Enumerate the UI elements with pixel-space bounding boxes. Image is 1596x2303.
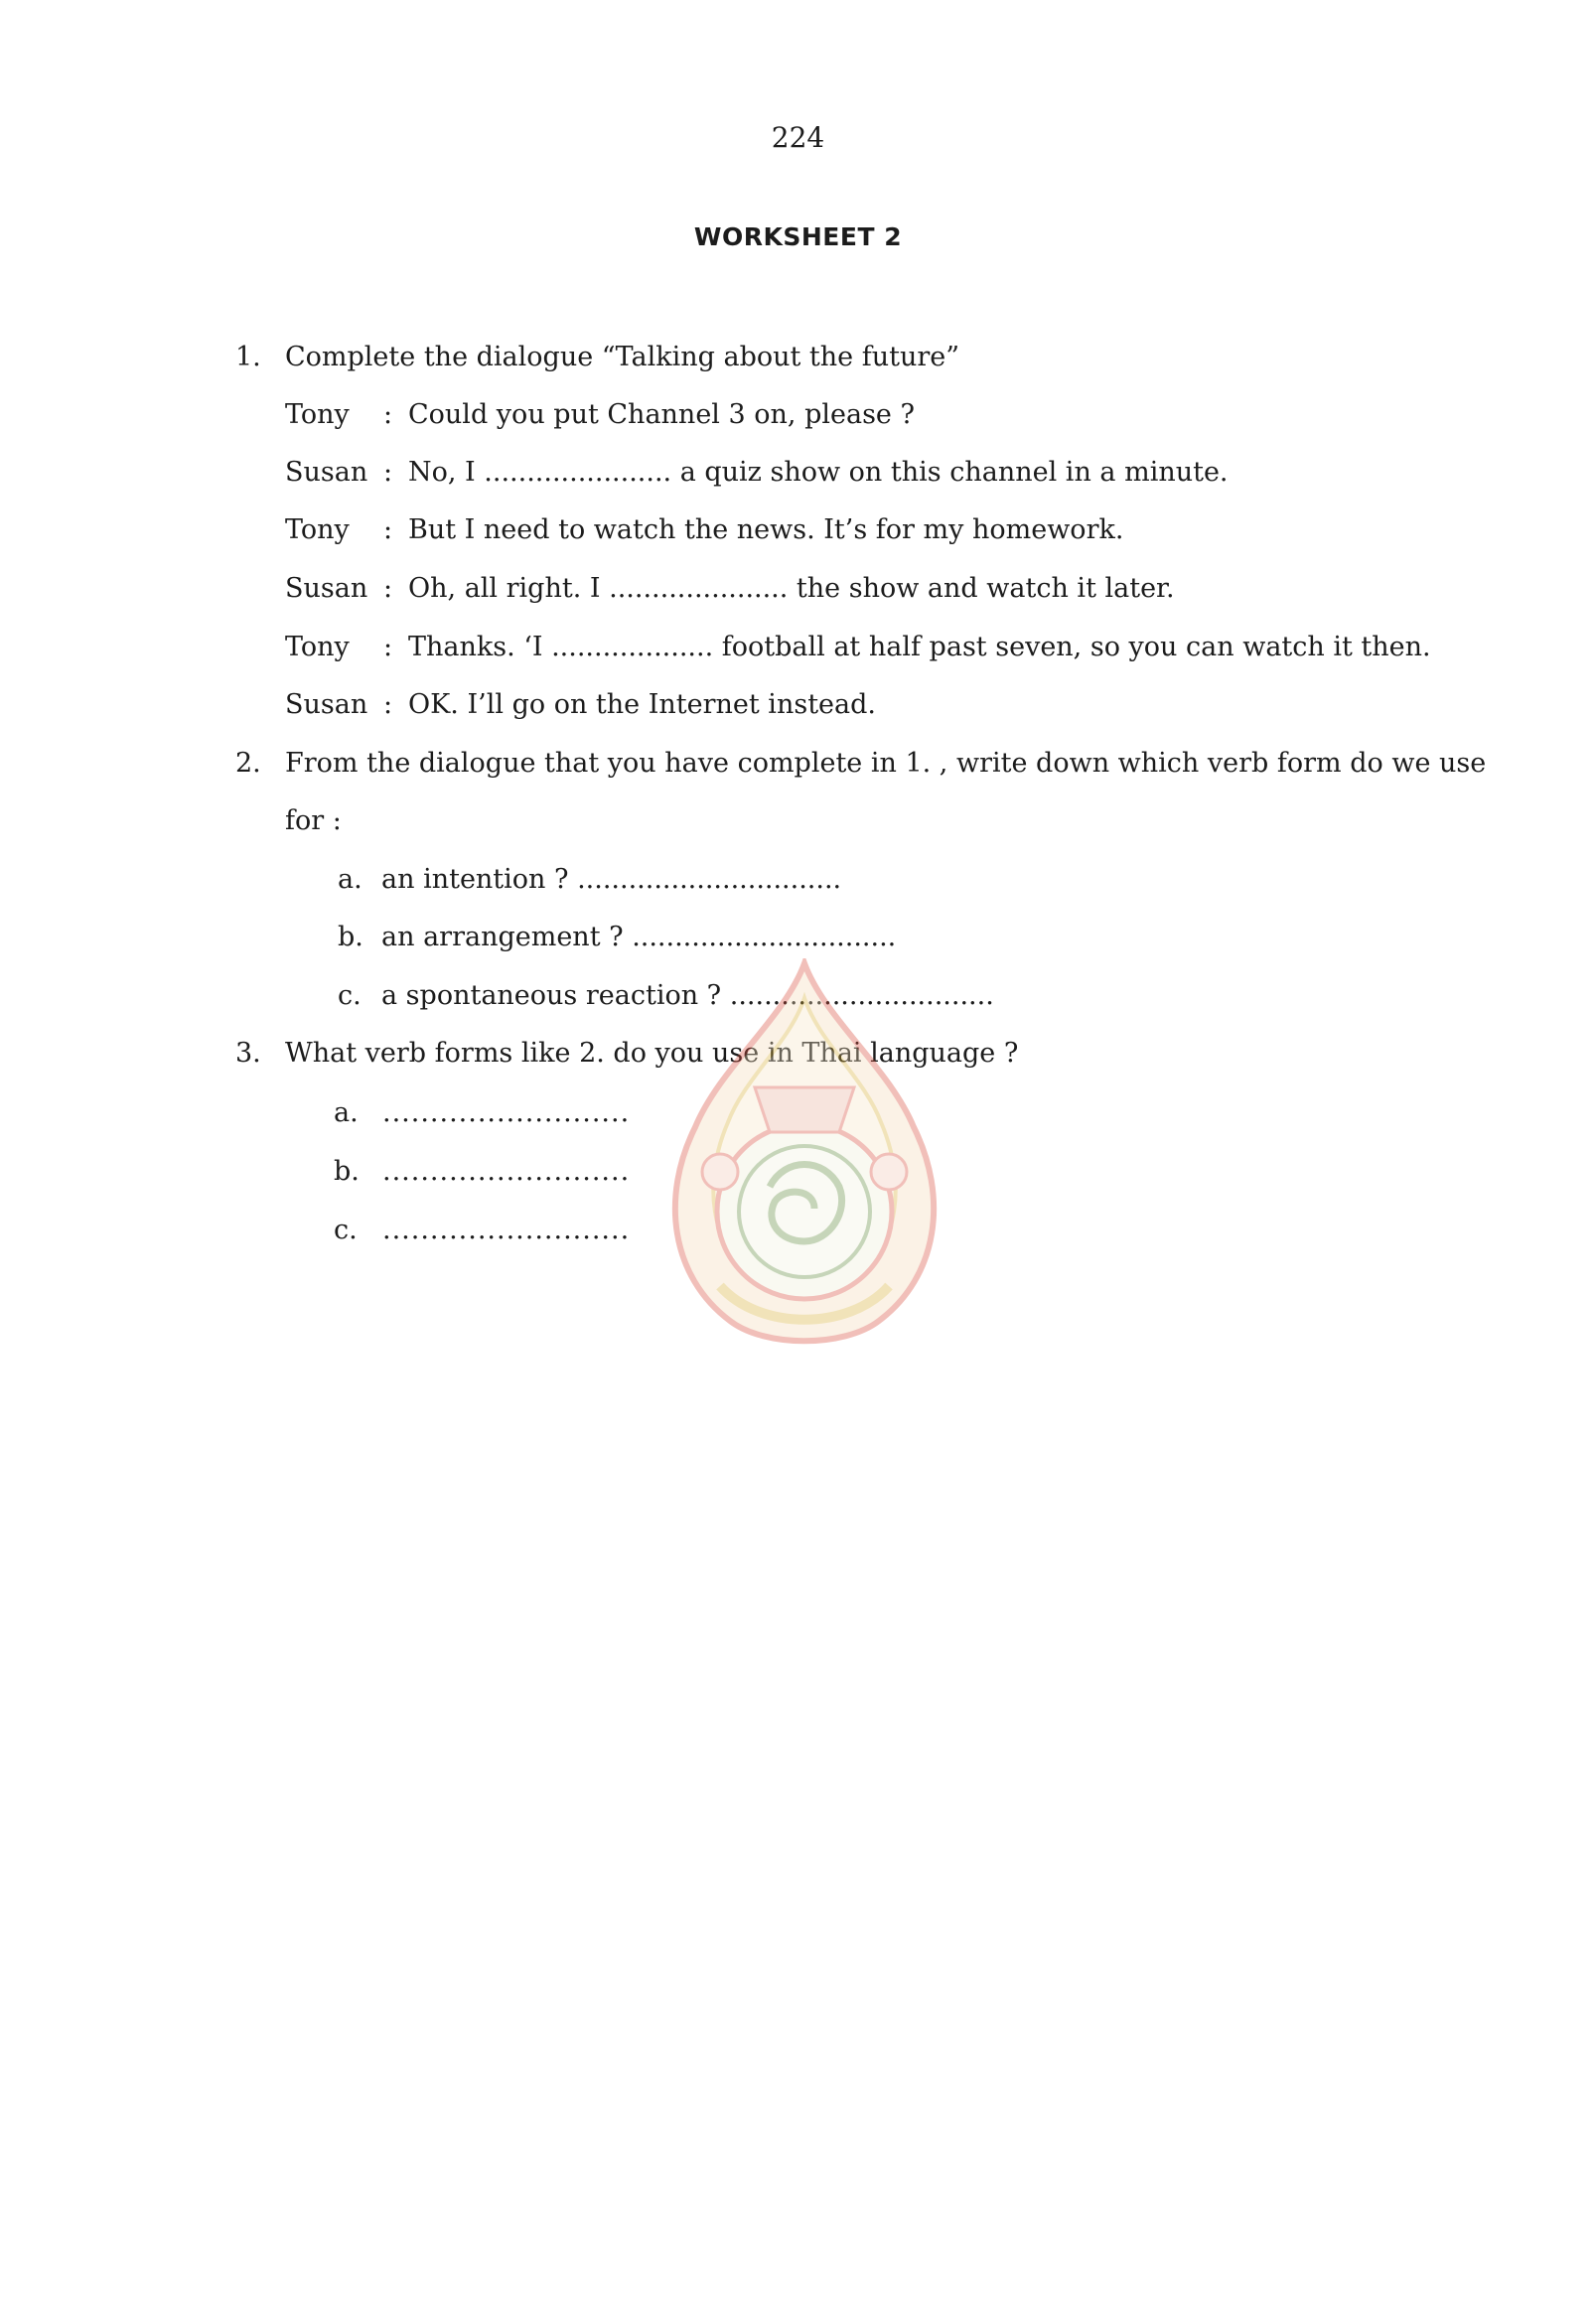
dialogue-speaker: Susan	[285, 689, 368, 720]
question-2-number: 2.	[235, 748, 261, 779]
dialogue-colon: :	[383, 632, 393, 662]
answer-letter: a.	[338, 864, 363, 895]
question-1-prompt: Complete the dialogue “Talking about the future”	[285, 342, 960, 372]
answer-prompt: an intention ? ...............................	[381, 864, 842, 895]
watermark-seal-icon	[651, 958, 958, 1356]
dialogue-speaker: Susan	[285, 457, 368, 488]
question-1-number: 1.	[235, 342, 261, 372]
dialogue-speaker: Tony	[285, 399, 350, 430]
dialogue-line: Thanks. ‘I ................... football at half past seven, so you can watch it then.	[408, 632, 1431, 662]
dialogue-speaker: Tony	[285, 632, 350, 662]
answer-letter: b.	[338, 922, 363, 952]
dialogue-colon: :	[383, 573, 393, 604]
question-2-prompt-continued: for :	[285, 805, 342, 836]
dialogue-colon: :	[383, 457, 393, 488]
answer-letter: a.	[334, 1097, 359, 1128]
question-3-prompt: What verb forms like 2. do you use in Thai language ?	[285, 1038, 1019, 1069]
answer-blank: ..........................	[382, 1156, 631, 1187]
answer-prompt: an arrangement ? ...............................	[381, 922, 897, 952]
question-3-number: 3.	[235, 1038, 261, 1069]
answer-letter: c.	[338, 980, 362, 1011]
dialogue-speaker: Susan	[285, 573, 368, 604]
dialogue-colon: :	[383, 689, 393, 720]
answer-blank: ..........................	[382, 1215, 631, 1245]
dialogue-line: No, I ...................... a quiz show on this channel in a minute.	[408, 457, 1229, 488]
question-2-prompt: From the dialogue that you have complete in 1. , write down which verb form do we use	[285, 748, 1487, 779]
dialogue-colon: :	[383, 399, 393, 430]
answer-letter: b.	[334, 1156, 360, 1187]
page-number: 224	[771, 121, 825, 154]
answer-blank: ..........................	[382, 1097, 631, 1128]
dialogue-line: But I need to watch the news. It’s for my homework.	[408, 514, 1124, 545]
dialogue-line: Oh, all right. I ..................... the show and watch it later.	[408, 573, 1175, 604]
worksheet-title: WORKSHEET 2	[693, 222, 903, 251]
answer-prompt: a spontaneous reaction ? ...............................	[381, 980, 994, 1011]
answer-letter: c.	[334, 1215, 358, 1245]
dialogue-speaker: Tony	[285, 514, 350, 545]
dialogue-line: OK. I’ll go on the Internet instead.	[408, 689, 876, 720]
dialogue-colon: :	[383, 514, 393, 545]
dialogue-line: Could you put Channel 3 on, please ?	[408, 399, 915, 430]
